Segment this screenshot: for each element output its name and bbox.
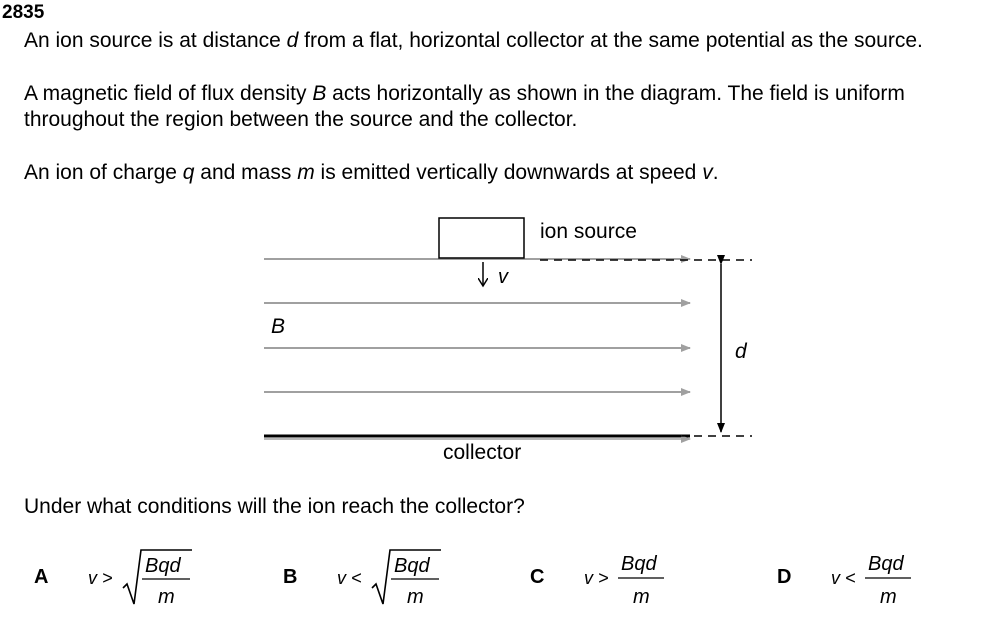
collector-label: collector	[443, 441, 522, 464]
option-b-letter[interactable]: B	[283, 566, 298, 588]
option-b-lhs: v <	[337, 568, 362, 588]
option-a-numerator: Bqd	[145, 555, 181, 577]
field-label: B	[271, 315, 286, 338]
option-d-numerator: Bqd	[868, 553, 904, 575]
intro-paragraph-3: An ion of charge q and mass m is emitted vertically downwards at speed v.	[24, 161, 719, 184]
intro-paragraph-1: An ion source is at distance d from a flat, horizontal collector at the same potential as the source.	[24, 29, 923, 52]
option-d-lhs: v <	[831, 568, 856, 588]
velocity-label: v	[498, 266, 508, 288]
option-c-lhs: v >	[584, 568, 609, 588]
option-c-denominator: m	[633, 586, 650, 608]
question-text: Under what conditions will the ion reach the collector?	[24, 495, 525, 518]
intro-paragraph-2-cont: throughout the region between the source and the collector.	[24, 108, 578, 131]
question-number: 2835	[2, 2, 45, 23]
option-c-numerator: Bqd	[621, 553, 657, 575]
option-a-lhs: v >	[88, 568, 113, 588]
option-b-denominator: m	[407, 586, 424, 608]
option-d-letter[interactable]: D	[777, 566, 792, 588]
magnetic-field-diagram	[0, 200, 1001, 480]
option-c-letter[interactable]: C	[530, 566, 545, 588]
option-a-formula[interactable]	[84, 544, 204, 612]
option-d-denominator: m	[880, 586, 897, 608]
ion-source-box	[439, 218, 524, 258]
distance-label: d	[735, 340, 747, 363]
option-a-denominator: m	[158, 586, 175, 608]
option-d-formula[interactable]	[827, 544, 937, 612]
option-b-numerator: Bqd	[394, 555, 430, 577]
option-b-formula[interactable]	[333, 544, 453, 612]
intro-paragraph-2: A magnetic field of flux density B acts horizontally as shown in the diagram. The field is uniform	[24, 82, 905, 105]
option-a-letter[interactable]: A	[34, 566, 49, 588]
option-c-formula[interactable]	[580, 544, 690, 612]
ion-source-label: ion source	[540, 220, 637, 243]
